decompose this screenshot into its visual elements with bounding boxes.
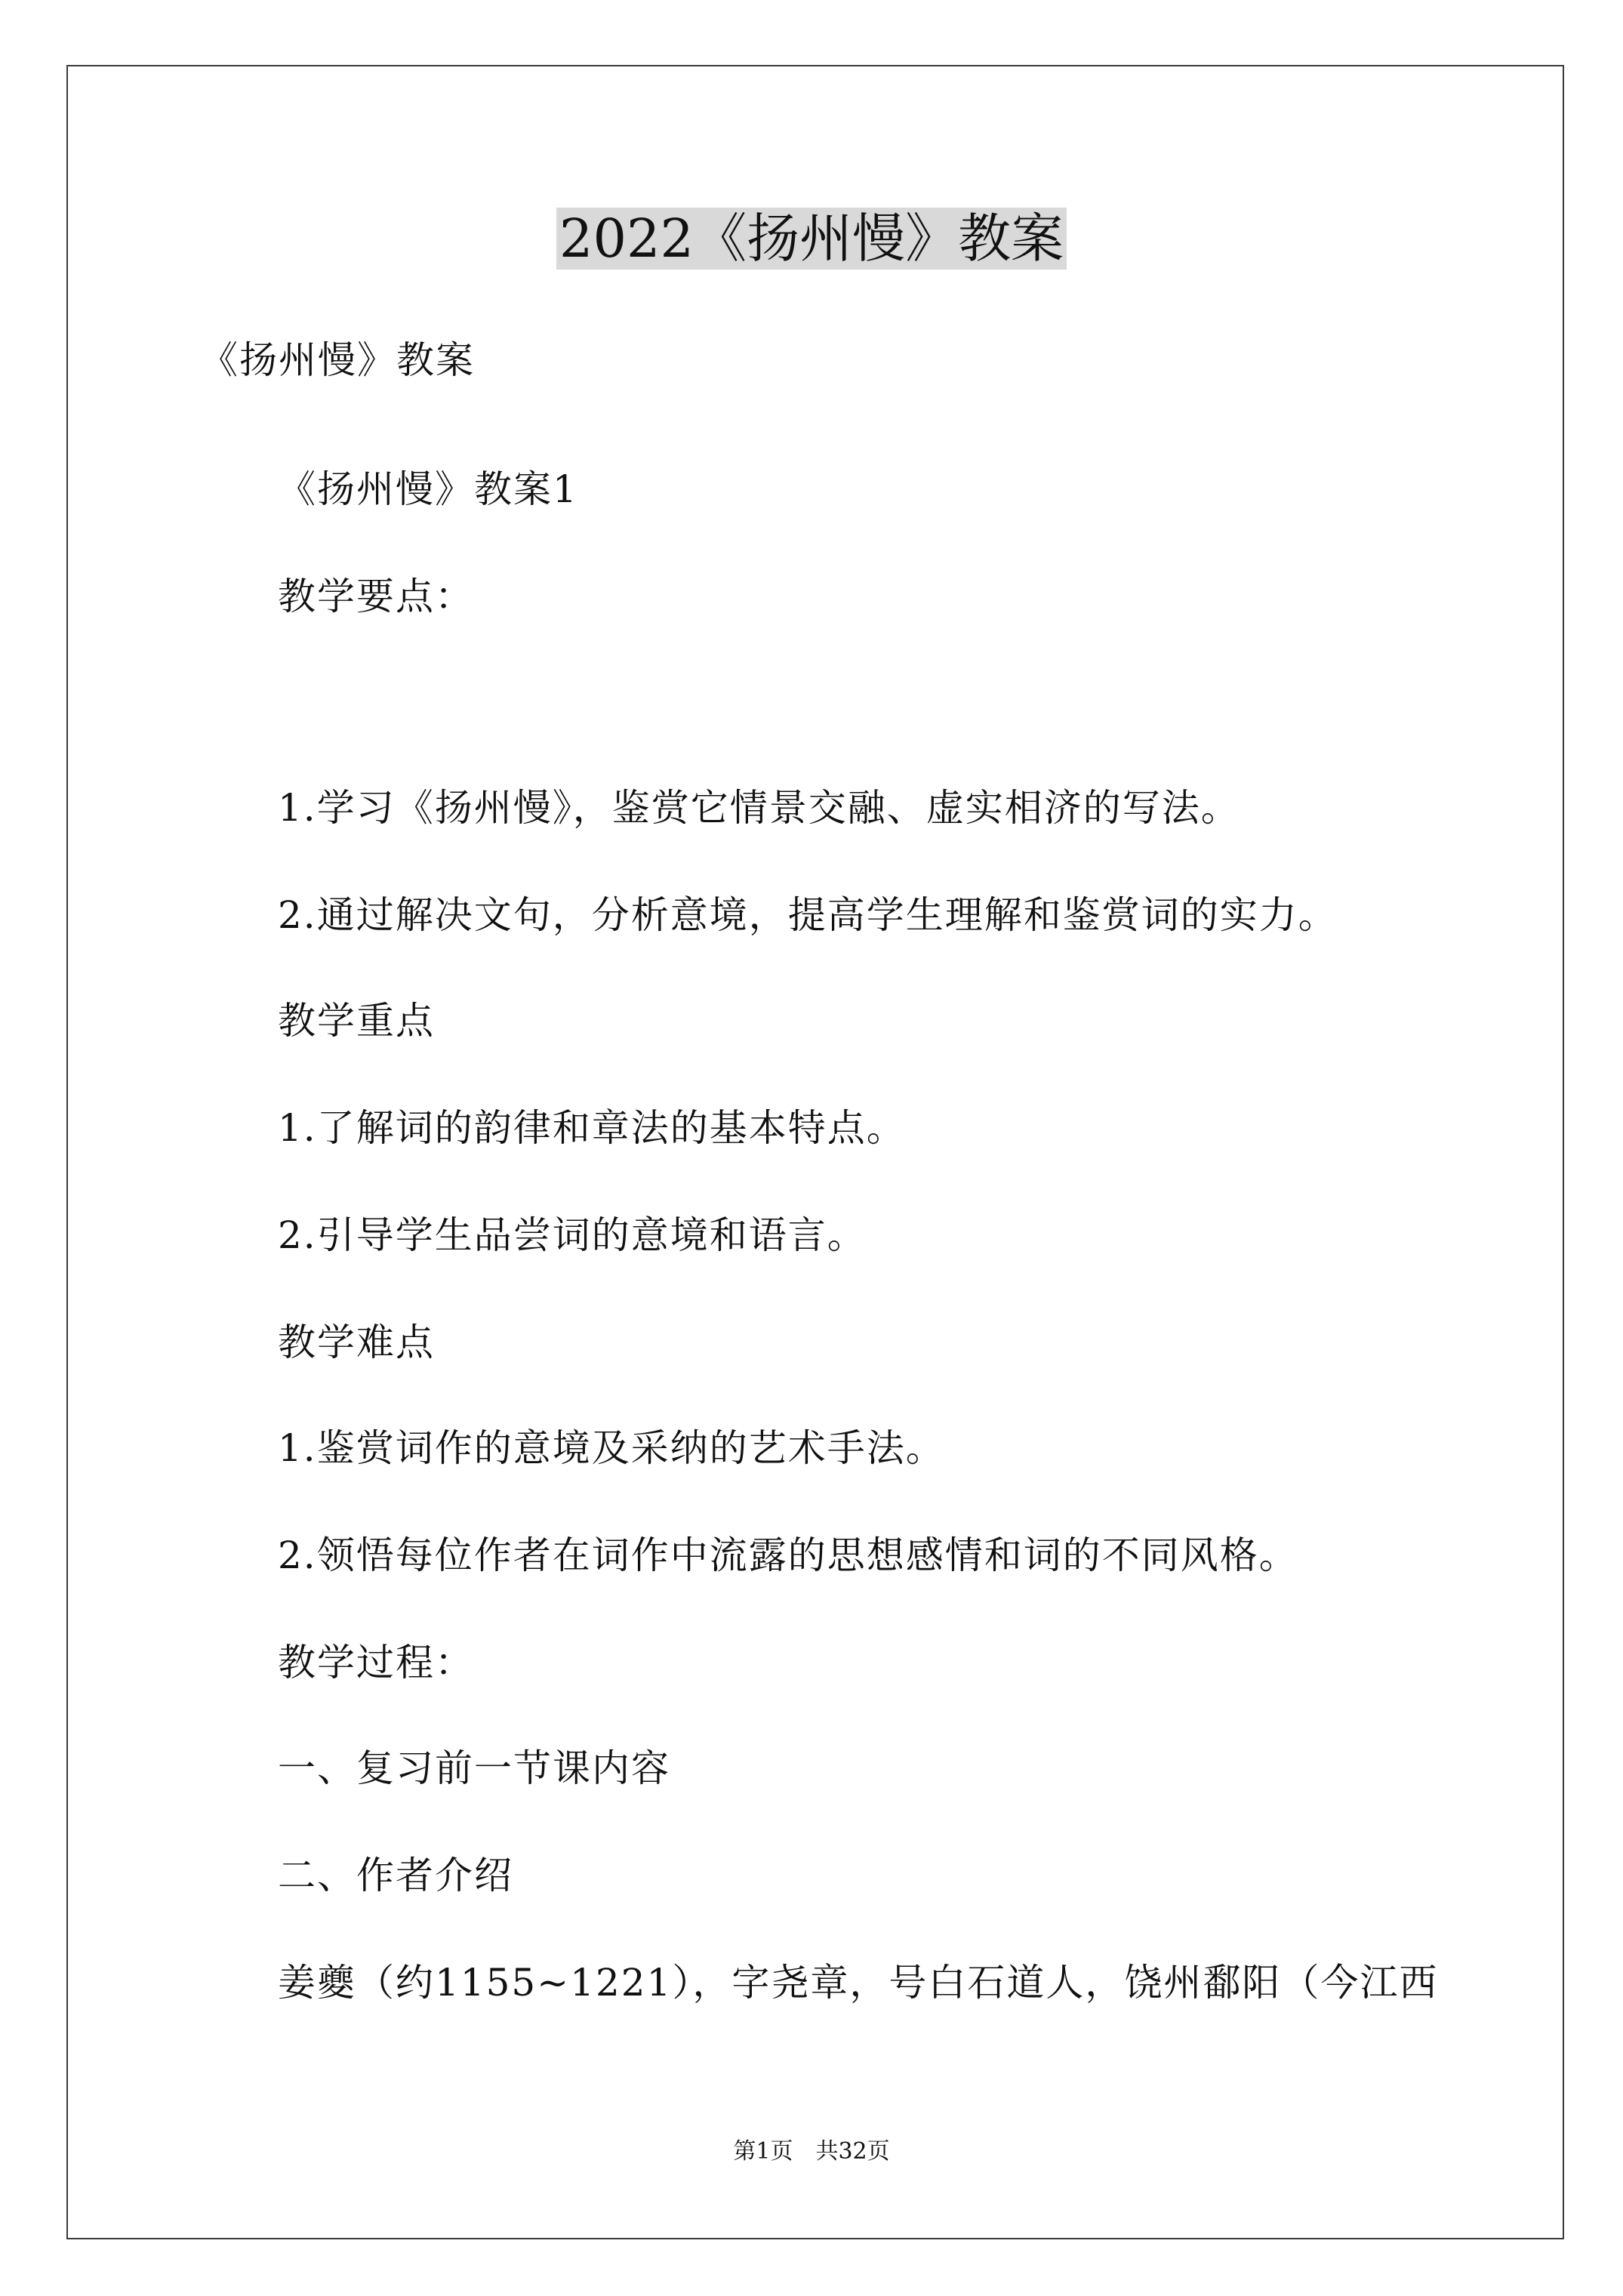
paragraph-line: 2.领悟每位作者在词作中流露的思想感情和词的不同风格。 — [278, 1533, 1298, 1577]
document-title — [0, 202, 1623, 275]
page-border — [66, 65, 1564, 2239]
paragraph-line: 教学要点： — [278, 575, 474, 618]
page-footer: 第1页 共32页 — [733, 2138, 890, 2165]
section-title: 《扬州慢》教案1 — [278, 467, 578, 511]
paragraph-line: 2.引导学生品尝词的意境和语言。 — [278, 1213, 867, 1257]
paragraph-line: 1.了解词的韵律和章法的基本特点。 — [278, 1106, 906, 1150]
paragraph-line: 1.鉴赏词作的意境及采纳的艺术手法。 — [278, 1426, 945, 1470]
document-title-text: 2022《扬州慢》教案 — [556, 208, 1067, 270]
paragraph-line: 一、复习前一节课内容 — [278, 1746, 670, 1790]
paragraph-line: 1.学习《扬州慢》，鉴赏它情景交融、虚实相济的写法。 — [278, 786, 1240, 830]
heading-line: 《扬州慢》教案 — [200, 338, 475, 382]
paragraph-line: 姜夔（约1155~1221），字尧章，号白石道人，饶州鄱阳（今江西 — [278, 1961, 1439, 2005]
paragraph-line: 教学重点 — [278, 999, 435, 1043]
paragraph-line: 2.通过解决文句，分析意境，提高学生理解和鉴赏词的实力。 — [278, 893, 1338, 937]
paragraph-line: 教学难点 — [278, 1321, 435, 1364]
paragraph-line: 教学过程： — [278, 1641, 474, 1684]
paragraph-line: 二、作者介绍 — [278, 1854, 513, 1897]
